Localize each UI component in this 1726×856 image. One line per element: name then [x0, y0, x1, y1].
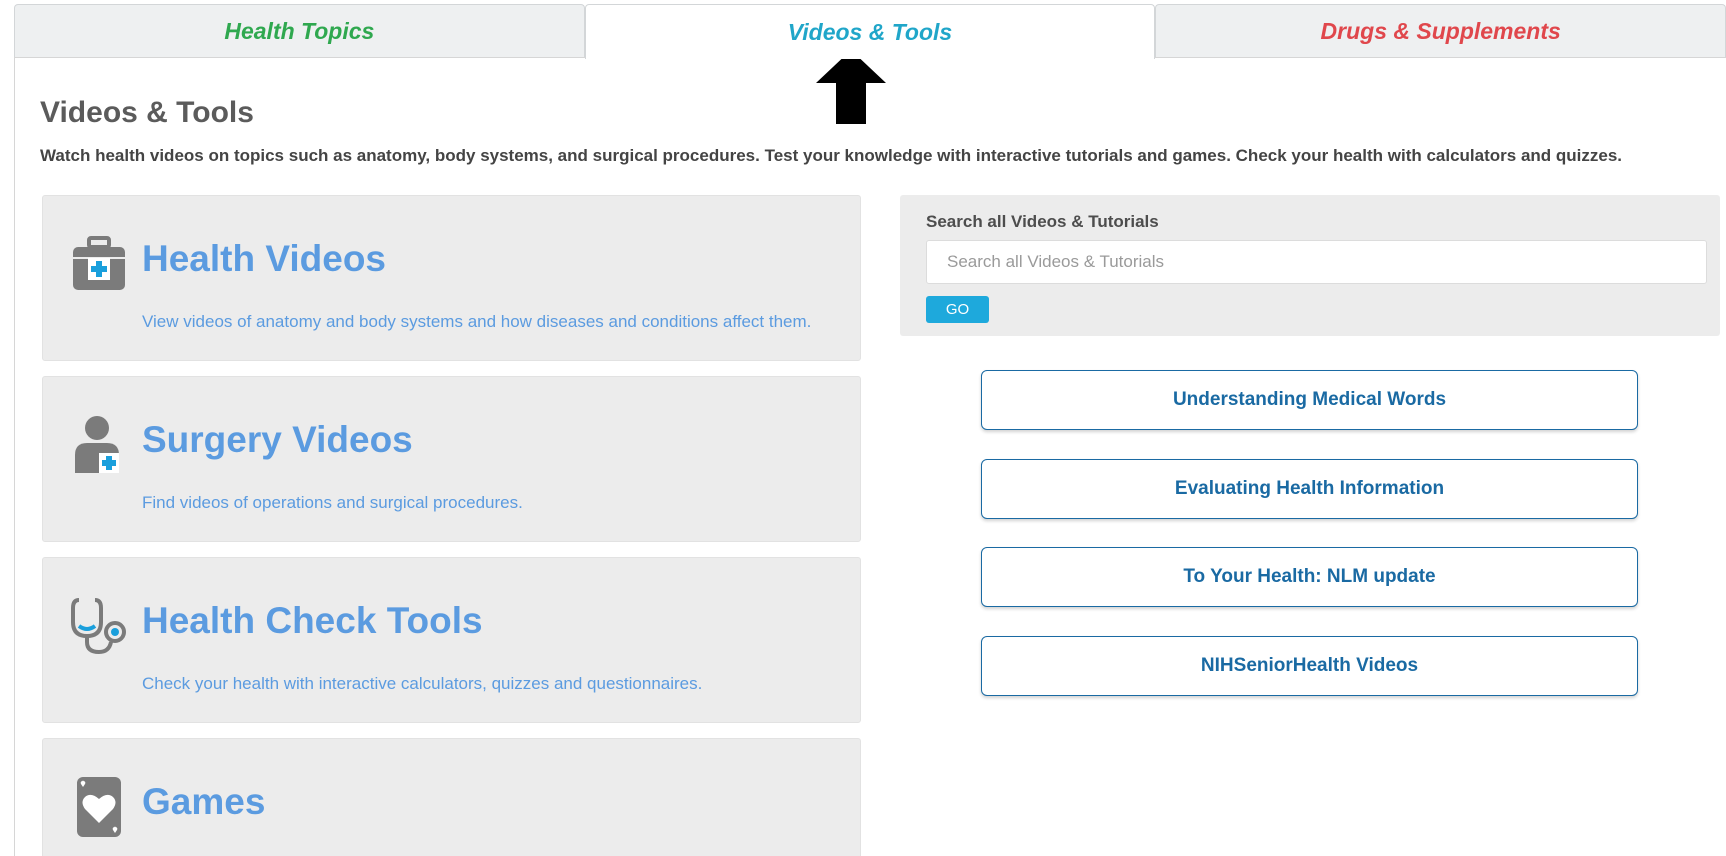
link-label: Evaluating Health Information	[1174, 478, 1445, 499]
card-description: Check your health with interactive calculators, quizzes and questionnaires.	[142, 674, 703, 693]
search-panel	[900, 195, 1720, 336]
tab-drugs-supplements[interactable]	[1155, 4, 1726, 57]
card-description: Find videos of operations and surgical procedures.	[142, 493, 523, 512]
tab-bar	[14, 4, 1726, 58]
tab-health-topics-label: Health Topics	[224, 17, 375, 44]
card-title[interactable]: Surgery Videos	[142, 419, 413, 460]
card-description: View videos of anatomy and body systems and how diseases and conditions affect them.	[142, 312, 812, 331]
card-health-check-tools[interactable]	[42, 557, 861, 723]
up-arrow-icon	[814, 48, 888, 126]
go-button[interactable]: GO	[926, 296, 989, 323]
search-label: Search all Videos & Tutorials	[926, 212, 1159, 231]
surgeon-icon	[71, 415, 127, 475]
link-evaluating-health-information[interactable]	[981, 459, 1638, 519]
link-nihseniorhealth-videos[interactable]	[981, 636, 1638, 696]
link-label: NIHSeniorHealth Videos	[1200, 655, 1419, 676]
content-border	[14, 57, 15, 856]
playing-card-icon	[71, 777, 127, 837]
card-title[interactable]: Health Videos	[142, 238, 387, 279]
tab-drugs-supplements-label: Drugs & Supplements	[1320, 17, 1561, 44]
link-label: Understanding Medical Words	[1172, 389, 1447, 410]
link-to-your-health-nlm-update[interactable]	[981, 547, 1638, 607]
card-title[interactable]: Games	[142, 781, 266, 822]
page-title: Videos & Tools	[40, 96, 254, 129]
card-title[interactable]: Health Check Tools	[142, 600, 483, 641]
card-games[interactable]	[42, 738, 861, 856]
card-surgery-videos[interactable]	[42, 376, 861, 542]
link-understanding-medical-words[interactable]	[981, 370, 1638, 430]
link-label: To Your Health: NLM update	[1183, 566, 1436, 587]
tab-videos-tools-label: Videos & Tools	[787, 18, 953, 45]
card-health-videos[interactable]	[42, 195, 861, 361]
tab-health-topics[interactable]	[14, 4, 585, 57]
search-input[interactable]	[926, 240, 1707, 284]
stethoscope-icon	[71, 596, 127, 656]
tab-videos-tools[interactable]	[585, 4, 1156, 59]
medical-kit-icon	[71, 234, 127, 294]
page-description: Watch health videos on topics such as anatomy, body systems, and surgical procedures. Test your knowledge with interactive tutorials and games. Check your health with calculators and quizzes.	[40, 146, 1623, 165]
